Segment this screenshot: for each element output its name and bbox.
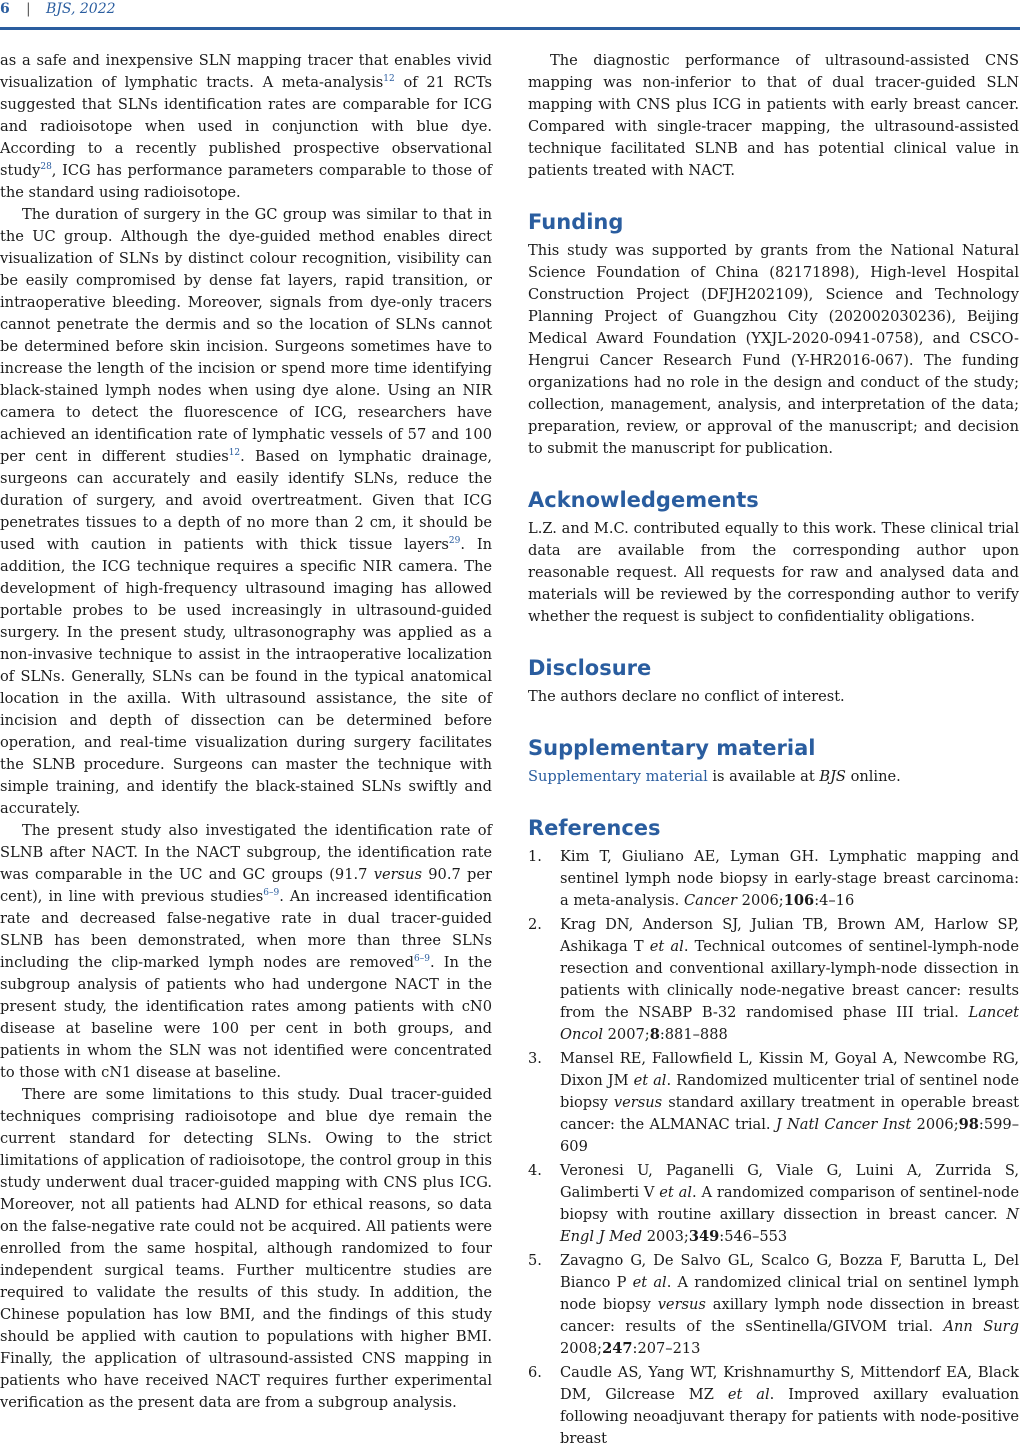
citation-link[interactable]: 12: [228, 448, 241, 459]
references-section: [528, 814, 1019, 1450]
citation-link[interactable]: 6–9: [263, 888, 280, 899]
acknowledgements-text: L.Z. and M.C. contributed equally to this work. These clinical trial data are available from the corresponding author upon reasonable request. All requests for raw and analysed data and materials will be reviewed by the corresponding author to verify whether the request is subject to confidentiality obligations.: [528, 520, 1019, 625]
discussion-paragraph: as a safe and inexpensive SLN mapping tracer that enables vivid visualization of lymphatic tracts. A meta-analysis$^{12}$ of 21 RCTs suggested that SLNs identification rates are comparable for ICG and radioisotope when used in conjunction with blue dye. According to a recently published prospective observational study$^{28}$, ICG has performance parameters comparable to those of the standard using radioisotope.: [0, 52, 492, 201]
discussion-paragraph: The present study also investigated the identification rate of SLNB after NACT. In the NACT subgroup, the identification rate was comparable in the UC and GC groups (91.7 versus 90.7 per cent), in line with previous studies$^{6-9}$. An increased identification rate and decreased false-negative rate in dual tracer-guided SLNB has been demonstrated, when more than three SLNs including the clip-marked lymph nodes are removed$^{6-9}$. In the subgroup analysis of patients who had undergone NACT in the present study, the identification rates among patients with cN0 disease at baseline were 100 per cent in both groups, and patients in whom the SLN was not identified were concentrated to those with cN1 disease at baseline.: [0, 822, 493, 1081]
journal-name: BJS, 2022: [46, 1, 116, 17]
reference-item: 5. Zavagno G, De Salvo GL, Scalco G, Bozza F, Barutta L, Del Bianco P et al. A randomized clinical trial on sentinel lymph node biopsy versus axillary lymph node dissection in breast cancer: results of the sSentinella/GIVOM trial. Ann Surg 2008;247:207–213: [528, 1252, 1019, 1357]
section-heading: Acknowledgements: [528, 488, 759, 512]
supplementary-section: [528, 734, 1019, 788]
header-separator: |: [26, 1, 31, 17]
reference-item: 4. Veronesi U, Paganelli G, Viale G, Luini A, Zurrida S, Galimberti V et al. A randomized comparison of sentinel-node biopsy with routine axillary dissection in breast cancer. N Engl J Med 2003;349:546–553: [528, 1162, 1020, 1245]
left-column: [0, 50, 492, 1414]
acknowledgements-section: [528, 486, 1019, 628]
right-column: [528, 50, 1019, 1452]
section-heading: References: [528, 816, 661, 840]
citation-link[interactable]: 28: [40, 162, 52, 173]
citation-link[interactable]: 12: [383, 74, 395, 85]
limitations-paragraph: There are some limitations to this study. Dual tracer-guided techniques comprising radioisotope and blue dye remain the current standard for detecting SLNs. Owing to the strict limitations of application of radioisotope, the control group in this study underwent dual tracer-guided mapping with CNS plus ICG. Moreover, not all patients had ALND for ethical reasons, so data on the false-negative rate could not be acquired. All patients were enrolled from the same hospital, although randomized to four independent surgical teams. Further multicentre studies are required to validate the results of this study. In addition, the Chinese population has low BMI, and the findings of this study should be applied with caution to populations with higher BMI. Finally, the application of ultrasound-assisted CNS mapping in patients who have received NACT requires further experimental verification as the present data are from a subgroup analysis.: [0, 1086, 492, 1411]
reference-item: 2. Krag DN, Anderson SJ, Julian TB, Brown AM, Harlow SP, Ashikaga T et al. Technical outcomes of sentinel-lymph-node resection and conventional axillary-lymph-node dissection in patients with clinically node-negative breast cancer: results from the NSABP B-32 randomised phase III trial. Lancet Oncol 2007;8:881–888: [528, 916, 1019, 1043]
reference-list: [528, 846, 1019, 1450]
page-number: 6: [0, 1, 10, 17]
section-heading: Disclosure: [528, 656, 652, 680]
disclosure-text: The authors declare no conflict of interest.: [528, 688, 845, 705]
supplementary-link[interactable]: Supplementary material: [528, 768, 708, 785]
section-heading: Supplementary material: [528, 736, 816, 760]
running-header: [0, 0, 1020, 30]
funding-section: [528, 208, 1019, 460]
disclosure-section: [528, 654, 1019, 708]
reference-item: 3. Mansel RE, Fallowfield L, Kissin M, Goyal A, Newcombe RG, Dixon JM et al. Randomized multicenter trial of sentinel node biopsy versus standard axillary treatment in operable breast cancer: the ALMANAC trial. J Natl Cancer Inst 2006;98:599–609: [528, 1050, 1020, 1155]
funding-text: This study was supported by grants from the National Natural Science Foundation of China (82171898), High-level Hospital Construction Project (DFJH202109), Science and Technology Planning Project of Guangzhou City (202002030236), Beijing Medical Award Foundation (YXJL-2020-0941-0758), and CSCO-Hengrui Cancer Research Fund (Y-HR2016-067). The funding organizations had no role in the design and conduct of the study; collection, management, analysis, and interpretation of the data; preparation, review, or approval of the manuscript; and decision to submit the manuscript for publication.: [528, 242, 1019, 457]
supplementary-text: Supplementary material is available at BJS online.: [528, 768, 901, 785]
citation-link[interactable]: 29: [448, 536, 461, 547]
section-heading: Funding: [528, 210, 624, 234]
reference-item: 1. Kim T, Giuliano AE, Lyman GH. Lymphatic mapping and sentinel lymph node biopsy in early-stage breast carcinoma: a meta-analysis. Cancer 2006;106:4–16: [528, 848, 1019, 909]
conclusion-paragraph: The diagnostic performance of ultrasound-assisted CNS mapping was non-inferior to that of dual tracer-guided SLN mapping with CNS plus ICG in patients with early breast cancer. Compared with single-tracer mapping, the ultrasound-assisted technique facilitated SLNB and has potential clinical value in patients treated with NACT.: [528, 52, 1019, 179]
reference-item: 6. Caudle AS, Yang WT, Krishnamurthy S, Mittendorf EA, Black DM, Gilcrease MZ et al. Improved axillary evaluation following neoadjuvant therapy for patients with node-positive breast: [528, 1364, 1019, 1447]
discussion-paragraph: The duration of surgery in the GC group was similar to that in the UC group. Although the dye-guided method enables direct visualization of SLNs by distinct colour recognition, visibility can be easily compromised by dense fat layers, rapid transition, or intraoperative bleeding. Moreover, signals from dye-only tracers cannot penetrate the dermis and so the location of SLNs cannot be determined before skin incision. Surgeons sometimes have to increase the length of the incision or spend more time identifying black-stained lymph nodes when using dye alone. Using an NIR camera to detect the fluorescence of ICG, researchers have achieved an identification rate of lymphatic vessels of 57 and 100 per cent in different studies$^{12}$. Based on lymphatic drainage, surgeons can accurately and easily identify SLNs, reduce the duration of surgery, and avoid overtreatment. Given that ICG penetrates tissues to a depth of no more than 2 cm, it should be used with caution in patients with thick tissue layers$^{29}$. In addition, the ICG technique requires a specific NIR camera. The development of high-frequency ultrasound imaging has allowed portable probes to be used increasingly in ultrasound-guided surgery. In the present study, ultrasonography was applied as a non-invasive technique to assist in the intraoperative localization of SLNs. Generally, SLNs can be found in the typical anatomical location in the axilla. With ultrasound assistance, the site of incision and depth of dissection can be determined before operation, and real-time visualization during surgery facilitates the SLNB procedure. Surgeons can master the technique with simple training, and identify the black-stained SLNs swiftly and accurately.: [0, 206, 492, 817]
citation-link[interactable]: 6–9: [414, 954, 430, 965]
